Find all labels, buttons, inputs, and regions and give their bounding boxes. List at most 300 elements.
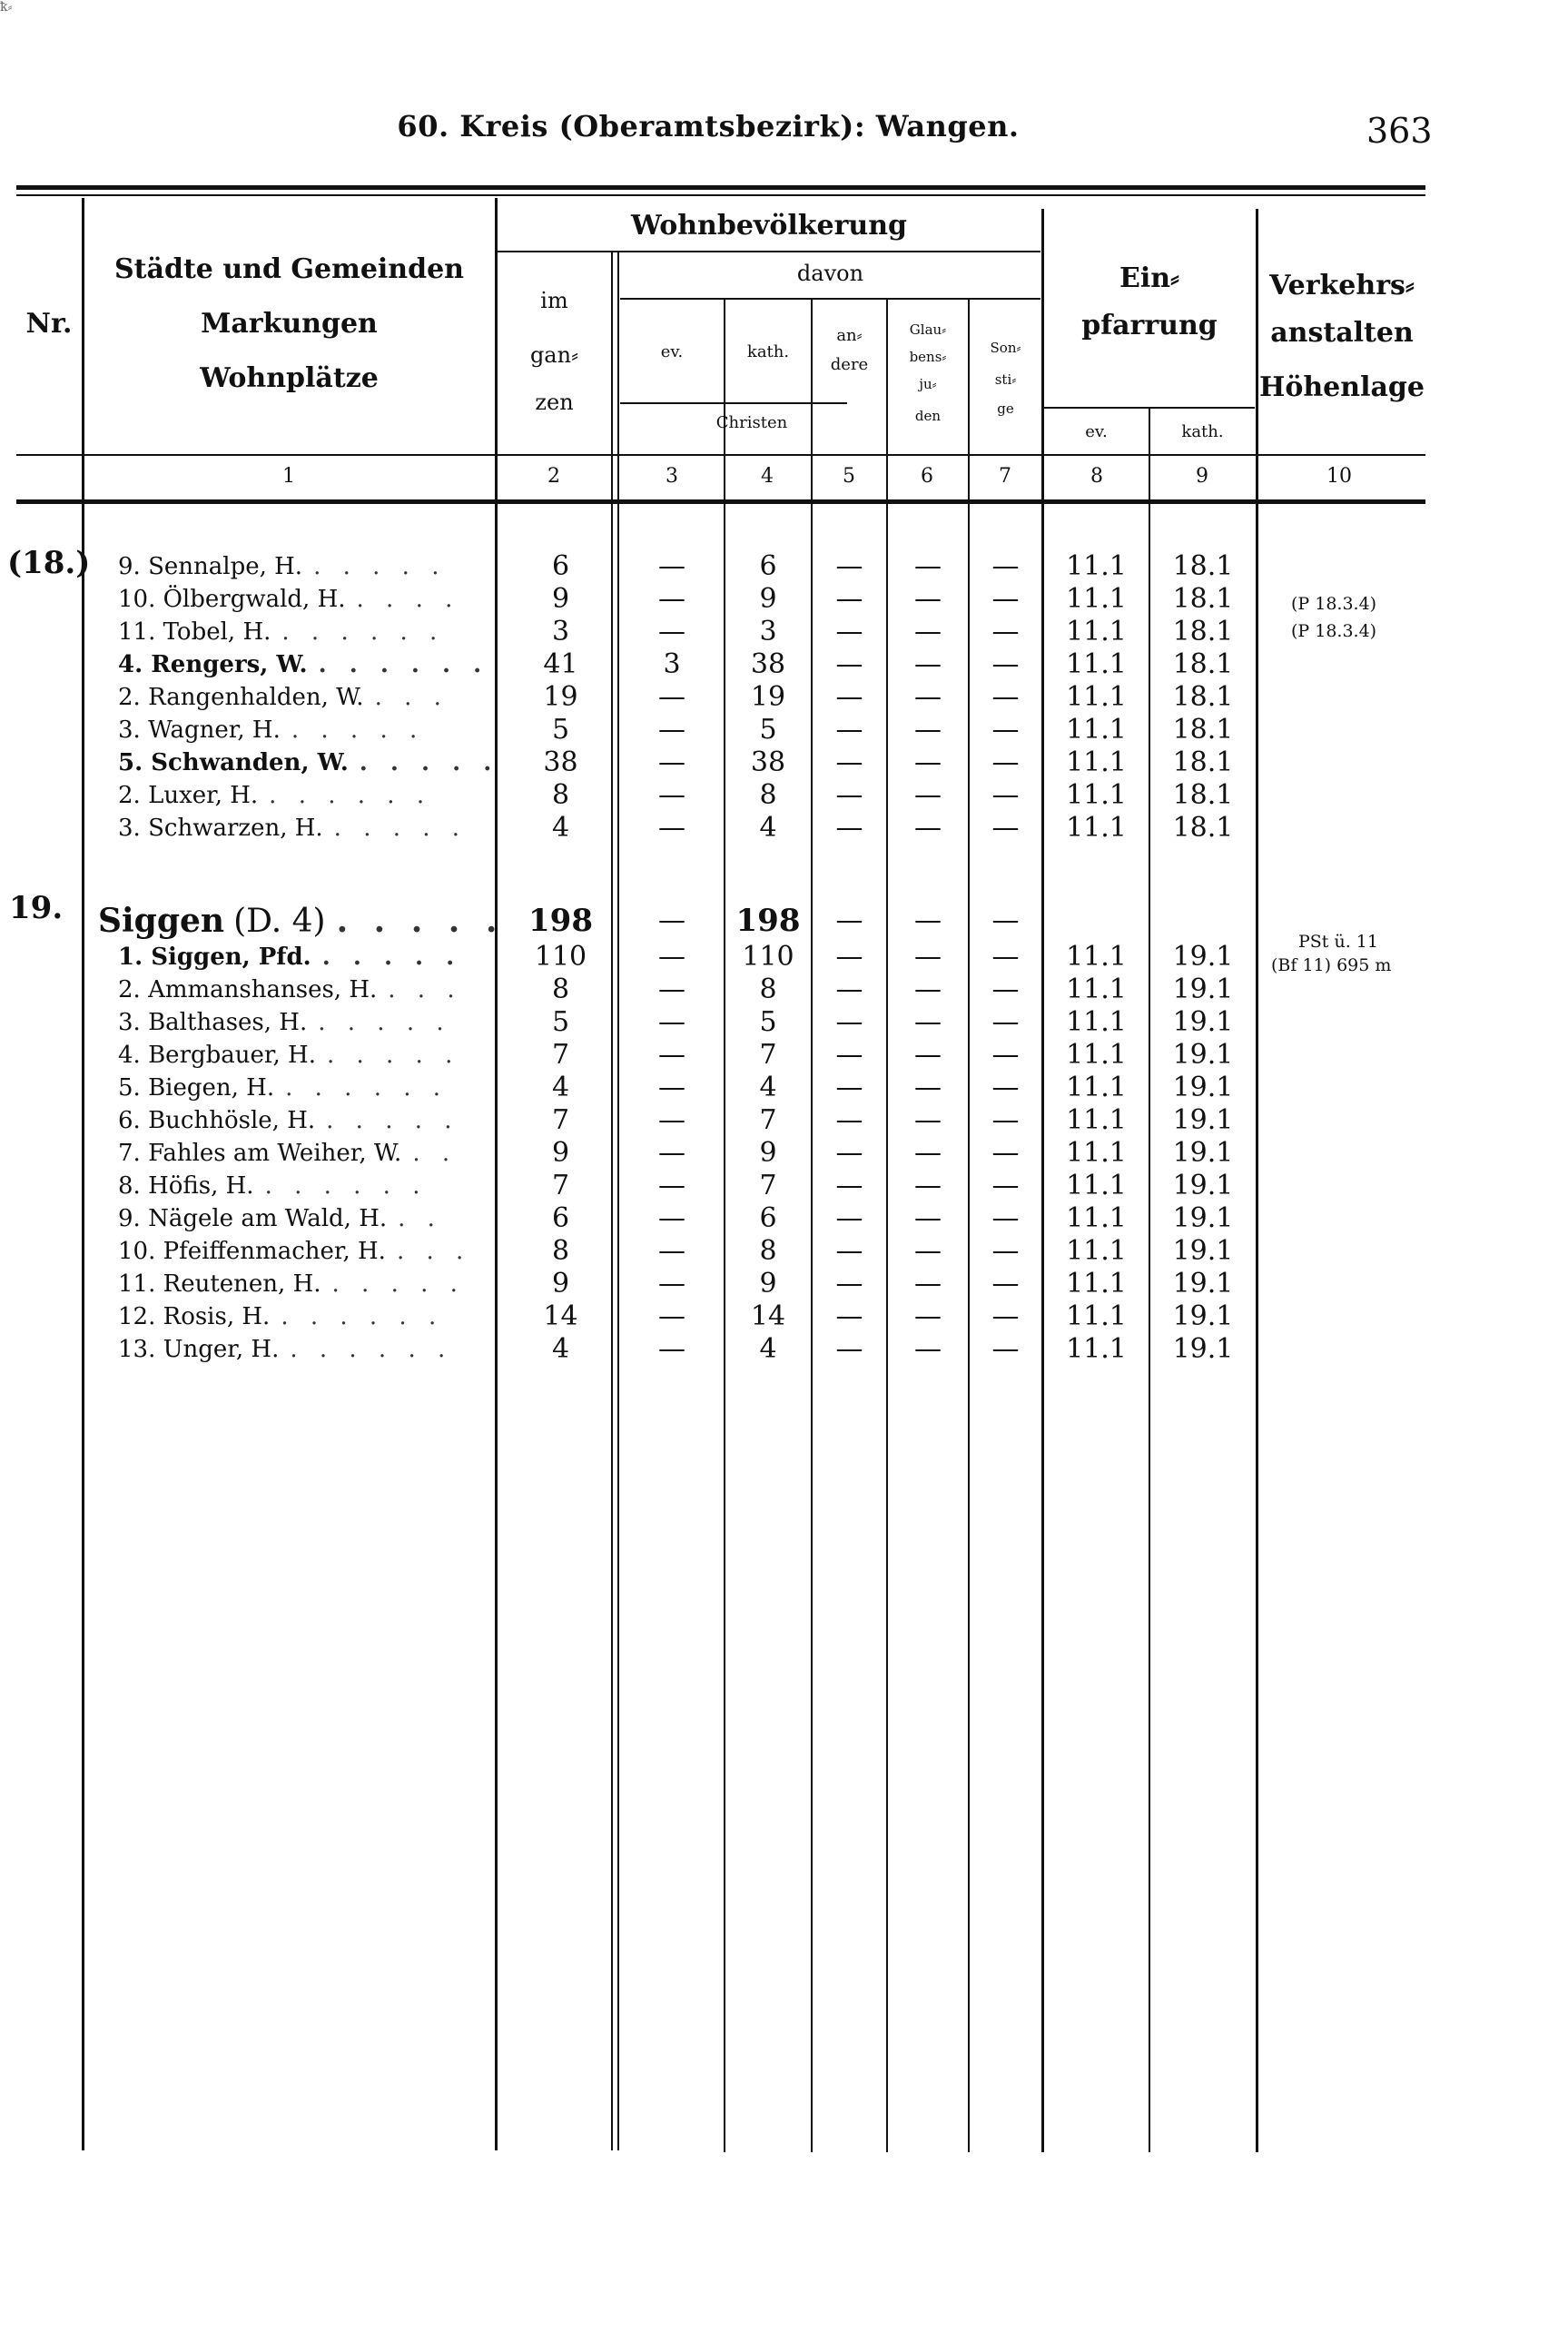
cell-ein_kath: 19.1 [1172, 1268, 1234, 1300]
row-name-text: 7. Fahles am Weiher, W. [118, 1140, 402, 1167]
cell-andere: — [835, 746, 863, 778]
cell-juden: — [914, 973, 942, 1005]
cell-kath: 9 [759, 1268, 777, 1300]
cell-ev: — [658, 1300, 685, 1332]
row-name [118, 1170, 499, 1202]
row-name [118, 1039, 499, 1072]
cell-andere: — [835, 1268, 863, 1300]
cell-ein_ev: 11.1 [1066, 779, 1127, 811]
cell-ein_kath: 19.1 [1172, 1104, 1234, 1136]
cell-kath: 9 [759, 583, 777, 615]
header-kath: kath. [746, 342, 790, 361]
cell-juden: — [914, 812, 942, 844]
cell-andere: — [835, 550, 863, 582]
rule-under-wohnbev [498, 251, 1040, 252]
cell-sonst: — [991, 1137, 1020, 1169]
cell-ein_kath: 19.1 [1172, 941, 1234, 973]
header-sonst-3: ge [997, 400, 1014, 417]
cell-ein_ev: 11.1 [1066, 812, 1127, 844]
row-name-text: 2. Rangenhalden, W. [118, 684, 364, 711]
cell-sonst: — [991, 616, 1020, 647]
cell-ev: — [658, 1104, 685, 1136]
cell-ev: — [658, 681, 685, 713]
header-verkehr-3: Höhenlage [1259, 371, 1425, 403]
colnum-3: 3 [666, 465, 678, 488]
row-leader-dots: . . [398, 1205, 442, 1232]
cell-ein_kath: 19.1 [1172, 1202, 1234, 1234]
row-leader-dots: . . . . [356, 586, 460, 613]
cell-andere: — [835, 648, 863, 680]
cell-andere: — [835, 941, 863, 973]
cell-juden: — [914, 941, 942, 973]
row-leader-dots: . . . . . [326, 1107, 459, 1134]
cell-ein_ev: 11.1 [1066, 616, 1127, 647]
cell-sonst: — [991, 1235, 1020, 1267]
cell-andere: — [835, 681, 863, 713]
cell-juden: — [914, 1202, 942, 1234]
cell-ein_ev: 11.1 [1066, 1268, 1127, 1300]
header-wohnbevoelkerung: Wohnbevölkerung [630, 210, 908, 242]
row-leader-dots: . . . . . . [318, 651, 489, 678]
cell-ein_ev: 11.1 [1066, 714, 1127, 746]
cell-kath: 8 [759, 1235, 777, 1267]
row-name [118, 941, 499, 973]
cell-andere: — [835, 714, 863, 746]
cell-kath: 19 [750, 681, 786, 713]
cell-juden: — [914, 550, 942, 582]
cell-kath: 3 [759, 616, 777, 647]
cell-andere: — [835, 1072, 863, 1103]
row-name [118, 681, 499, 714]
header-juden-3: ju⸗ [919, 376, 937, 392]
header-christen: Christen [715, 413, 788, 432]
cell-ev: 3 [663, 648, 681, 680]
row-name-text: 4. Bergbauer, H. [118, 1042, 316, 1069]
cell-ev: — [658, 1039, 685, 1071]
cell-ein_ev: 11.1 [1066, 1006, 1127, 1038]
cell-juden: — [914, 681, 942, 713]
row-name-text: 5. Biegen, H. [118, 1074, 275, 1102]
page-number: 363 [1366, 111, 1433, 151]
row-leader-dots: . . . . . [331, 1270, 465, 1298]
col-rule-total-b [617, 252, 619, 2150]
header-im-ganzen-2: gan⸗ [529, 342, 579, 368]
colnum-8: 8 [1090, 465, 1103, 488]
row-name-text: 6. Buchhösle, H. [118, 1107, 316, 1134]
cell-total: 4 [551, 1333, 570, 1365]
cell-sonst: — [991, 746, 1020, 778]
cell-ein_ev: 11.1 [1066, 1104, 1127, 1136]
cell-total: 198 [528, 903, 593, 939]
cell-kath: 5 [759, 714, 777, 746]
cell-ein_kath: 18.1 [1172, 550, 1234, 582]
cell-juden: — [914, 648, 942, 680]
row-name-text: 12. Rosis, H. [118, 1303, 271, 1330]
cell-ein_kath: 18.1 [1172, 583, 1234, 615]
colnum-4: 4 [761, 465, 774, 488]
cell-andere: — [835, 1137, 863, 1169]
cell-andere: — [835, 1039, 863, 1071]
cell-total: 7 [551, 1104, 570, 1136]
cell-total: 41 [543, 648, 578, 680]
row-name [118, 779, 499, 812]
cell-ev: — [658, 779, 685, 811]
row-leader-dots: . . . . . [333, 815, 468, 842]
row-leader-dots: . . . . . [291, 716, 425, 744]
cell-ein_kath: 19.1 [1172, 1072, 1234, 1103]
cell-ev: — [658, 1333, 685, 1365]
row-leader-dots: . . . . . . [281, 618, 445, 646]
cell-ein_ev: 11.1 [1066, 1300, 1127, 1332]
cell-ein_ev: 11.1 [1066, 550, 1127, 582]
cell-total: 4 [551, 1072, 570, 1103]
cell-kath: 14 [750, 1300, 786, 1332]
header-verkehr-1: Verkehrs⸗ [1269, 270, 1415, 301]
cell-kath: 4 [759, 1072, 777, 1103]
cell-ein_kath: 19.1 [1172, 1039, 1234, 1071]
top-rule-thick [16, 185, 1425, 190]
header-andere-1: an⸗ [836, 326, 863, 345]
header-ein-kath: kath. [1181, 422, 1224, 441]
row-name [118, 1006, 499, 1039]
row-leader-dots: . . . . . [321, 944, 462, 971]
row-leader-dots: . . . . . . [264, 1172, 428, 1200]
row-name [118, 648, 499, 681]
row-name-text: 13. Unger, H. [118, 1336, 280, 1363]
cell-ev: — [658, 714, 685, 746]
cell-total: 9 [551, 1268, 570, 1300]
header-im-ganzen-1: im [540, 288, 568, 313]
rule-under-colnums [16, 499, 1425, 504]
cell-ein_ev: 11.1 [1066, 1039, 1127, 1071]
row-leader-dots: . . . [396, 1238, 471, 1265]
cell-ev: — [658, 973, 685, 1005]
row-name-text: 10. Ölbergwald, H. [118, 586, 346, 613]
cell-juden: — [914, 616, 942, 647]
header-names-3: Wohnplätze [200, 362, 379, 394]
cell-juden: — [914, 1006, 942, 1038]
cell-andere: — [835, 583, 863, 615]
row-leader-dots: . . . . . [336, 902, 505, 940]
cell-ein_kath: 19.1 [1172, 1300, 1234, 1332]
cell-ein_kath: 19.1 [1172, 1235, 1234, 1267]
cell-ein_ev: 11.1 [1066, 1137, 1127, 1169]
cell-ein_kath: 18.1 [1172, 779, 1234, 811]
cell-andere: — [835, 1170, 863, 1201]
cell-ein_ev: 11.1 [1066, 941, 1127, 973]
header-davon: davon [796, 261, 864, 286]
cell-kath: 8 [759, 973, 777, 1005]
row-name-text: 3. Balthases, H. [118, 1009, 308, 1036]
cell-juden: — [914, 779, 942, 811]
rule-under-davon [620, 298, 1040, 300]
row-leader-dots: . . . . . . [285, 1074, 449, 1102]
corner-mark: ꝁ⸗ [0, 0, 13, 15]
cell-total: 19 [543, 681, 578, 713]
cell-juden: — [914, 1170, 942, 1201]
cell-sonst: — [991, 779, 1020, 811]
cell-kath: 110 [742, 941, 794, 973]
cell-total: 3 [551, 616, 570, 647]
cell-ein_kath: 18.1 [1172, 648, 1234, 680]
colnum-9: 9 [1196, 465, 1208, 488]
cell-ein_ev: 11.1 [1066, 973, 1127, 1005]
row-name-text: 8. Höfis, H. [118, 1172, 254, 1200]
row-name [118, 616, 499, 648]
rule-above-christen [620, 402, 847, 404]
cell-sonst: — [991, 973, 1020, 1005]
colnum-6: 6 [921, 465, 933, 488]
cell-andere: — [835, 904, 863, 936]
top-rule-thin [16, 194, 1425, 196]
cell-ev: — [658, 1137, 685, 1169]
cell-andere: — [835, 1333, 863, 1365]
cell-kath: 38 [750, 746, 786, 778]
cell-ev: — [658, 1268, 685, 1300]
row-leader-dots: . . [412, 1140, 458, 1167]
cell-juden: — [914, 1333, 942, 1365]
cell-ein_kath: 18.1 [1172, 616, 1234, 647]
row-name [118, 1104, 499, 1137]
cell-total: 9 [551, 583, 570, 615]
cell-ein_kath: 18.1 [1172, 812, 1234, 844]
cell-ev: — [658, 550, 685, 582]
row-name [118, 714, 499, 746]
cell-kath: 5 [759, 1006, 777, 1038]
cell-total: 8 [551, 1235, 570, 1267]
row-leader-dots: . . . . . [326, 1042, 460, 1069]
cell-sonst: — [991, 1268, 1020, 1300]
row-name-text: 10. Pfeiffenmacher, H. [118, 1238, 386, 1265]
row-name-text: 9. Sennalpe, H. [118, 553, 303, 580]
row-name-text: 4. Rengers, W. [118, 651, 308, 678]
note-p-2: (P 18.3.4) [1291, 621, 1377, 641]
cell-sonst: — [991, 681, 1020, 713]
row-name-text: 9. Nägele am Wald, H. [118, 1205, 388, 1232]
cell-ein_kath: 19.1 [1172, 973, 1234, 1005]
cell-andere: — [835, 1006, 863, 1038]
cell-ev: — [658, 904, 685, 936]
header-sonst-1: Son⸗ [990, 340, 1021, 356]
cell-kath: 7 [759, 1104, 777, 1136]
row-name [118, 1235, 499, 1268]
cell-sonst: — [991, 714, 1020, 746]
row-leader-dots: . . . . . . [281, 1303, 444, 1330]
cell-ev: — [658, 1006, 685, 1038]
cell-ein_kath: 18.1 [1172, 714, 1234, 746]
cell-andere: — [835, 1202, 863, 1234]
cell-kath: 7 [759, 1039, 777, 1071]
cell-total: 5 [551, 1006, 570, 1038]
header-andere-2: dere [830, 355, 869, 374]
cell-sonst: — [991, 812, 1020, 844]
rule-under-einpfarr [1044, 407, 1255, 409]
row-name-text: 2. Ammanshanses, H. [118, 976, 378, 1003]
cell-sonst: — [991, 550, 1020, 582]
cell-ein_ev: 11.1 [1066, 1072, 1127, 1103]
cell-total: 110 [534, 941, 587, 973]
colnum-7: 7 [999, 465, 1011, 488]
cell-sonst: — [991, 1202, 1020, 1234]
cell-juden: — [914, 1268, 942, 1300]
header-names-1: Städte und Gemeinden [114, 253, 464, 285]
group-nr-18: (18.) [7, 545, 91, 581]
cell-sonst: — [991, 941, 1020, 973]
row-name [118, 583, 499, 616]
row-name [118, 1072, 499, 1104]
cell-ein_kath: 19.1 [1172, 1170, 1234, 1201]
cell-sonst: — [991, 1104, 1020, 1136]
cell-kath: 7 [759, 1170, 777, 1201]
row-name-text: 11. Tobel, H. [118, 618, 271, 646]
row-name-text: 3. Schwarzen, H. [118, 815, 323, 842]
cell-andere: — [835, 1235, 863, 1267]
cell-andere: — [835, 779, 863, 811]
cell-ein_kath: 19.1 [1172, 1333, 1234, 1365]
cell-total: 8 [551, 973, 570, 1005]
cell-andere: — [835, 812, 863, 844]
row-name-text: 5. Schwanden, W. [118, 749, 349, 776]
cell-ein_kath: 18.1 [1172, 746, 1234, 778]
cell-kath: 4 [759, 1333, 777, 1365]
cell-juden: — [914, 1104, 942, 1136]
page-title: 60. Kreis (Oberamtsbezirk): Wangen. [397, 109, 1020, 143]
row-name [118, 973, 499, 1006]
row-name [118, 1137, 499, 1170]
cell-juden: — [914, 1039, 942, 1071]
cell-total: 14 [543, 1300, 578, 1332]
header-einpfarrung-2: pfarrung [1081, 310, 1218, 341]
cell-andere: — [835, 616, 863, 647]
cell-total: 7 [551, 1039, 570, 1071]
row-leader-dots: . . . [374, 684, 449, 711]
cell-ein_kath: 19.1 [1172, 1137, 1234, 1169]
cell-juden: — [914, 1235, 942, 1267]
row-leader-dots: . . . . . [313, 553, 447, 580]
cell-total: 5 [551, 714, 570, 746]
cell-sonst: — [991, 1006, 1020, 1038]
cell-total: 6 [551, 550, 570, 582]
cell-total: 38 [543, 746, 578, 778]
row-leader-dots: . . . . . [359, 749, 499, 776]
cell-ein_ev: 11.1 [1066, 1202, 1127, 1234]
colnum-2: 2 [547, 465, 560, 488]
cell-sonst: — [991, 1039, 1020, 1071]
cell-ev: — [658, 1235, 685, 1267]
cell-total: 4 [551, 812, 570, 844]
row-leader-dots: . . . . . . [290, 1336, 453, 1363]
row-name [118, 812, 499, 845]
cell-total: 7 [551, 1170, 570, 1201]
header-juden-1: Glau⸗ [909, 321, 947, 338]
cell-total: 9 [551, 1137, 570, 1169]
header-juden-2: bens⸗ [909, 349, 947, 365]
cell-ein_ev: 11.1 [1066, 746, 1127, 778]
cell-juden: — [914, 583, 942, 615]
row-name [118, 550, 499, 583]
row-name [118, 746, 499, 779]
cell-sonst: — [991, 648, 1020, 680]
row-name [118, 1268, 499, 1300]
row-name-suffix: (D. 4) [233, 903, 326, 940]
header-juden-4: den [914, 408, 942, 424]
cell-ein_ev: 11.1 [1066, 583, 1127, 615]
cell-ein_kath: 19.1 [1172, 1006, 1234, 1038]
cell-juden: — [914, 1300, 942, 1332]
header-verkehr-2: anstalten [1270, 317, 1414, 349]
cell-sonst: — [991, 1072, 1020, 1103]
header-im-ganzen-3: zen [535, 390, 574, 415]
row-leader-dots: . . . [388, 976, 462, 1003]
header-ev: ev. [660, 342, 684, 361]
header-ein-ev: ev. [1085, 422, 1108, 441]
colnum-5: 5 [843, 465, 855, 488]
cell-kath: 8 [759, 779, 777, 811]
colnum-1: 1 [282, 465, 295, 488]
cell-kath: 6 [759, 550, 777, 582]
cell-ev: — [658, 812, 685, 844]
cell-kath: 6 [759, 1202, 777, 1234]
row-name [118, 1300, 499, 1333]
header-names-2: Markungen [201, 308, 378, 340]
cell-andere: — [835, 1104, 863, 1136]
note-pst: PSt ü. 11 [1298, 932, 1378, 952]
cell-juden: — [914, 714, 942, 746]
row-name-text: 3. Wagner, H. [118, 716, 281, 744]
cell-kath: 198 [735, 903, 801, 939]
header-sonst-2: sti⸗ [994, 371, 1017, 388]
cell-ein_ev: 11.1 [1066, 681, 1127, 713]
cell-sonst: — [991, 1300, 1020, 1332]
row-leader-dots: . . . . . [318, 1009, 451, 1036]
note-bf-hoehe: (Bf 11) 695 m [1271, 955, 1392, 975]
cell-andere: — [835, 1300, 863, 1332]
row-leader-dots: . . . . . . [269, 782, 432, 809]
cell-sonst: — [991, 583, 1020, 615]
cell-juden: — [914, 904, 942, 936]
cell-ev: — [658, 746, 685, 778]
row-name-text: 2. Luxer, H. [118, 782, 259, 809]
cell-ev: — [658, 941, 685, 973]
cell-juden: — [914, 1137, 942, 1169]
cell-ev: — [658, 583, 685, 615]
note-p-1: (P 18.3.4) [1291, 594, 1377, 614]
cell-ein_ev: 11.1 [1066, 648, 1127, 680]
row-name [98, 899, 505, 943]
cell-ev: — [658, 1072, 685, 1103]
cell-sonst: — [991, 904, 1020, 936]
row-name-text: 11. Reutenen, H. [118, 1270, 321, 1298]
group-nr-19: 19. [9, 890, 64, 926]
cell-kath: 9 [759, 1137, 777, 1169]
cell-ev: — [658, 1202, 685, 1234]
row-name-text: Siggen [98, 902, 225, 940]
cell-total: 6 [551, 1202, 570, 1234]
cell-ev: — [658, 616, 685, 647]
cell-juden: — [914, 1072, 942, 1103]
cell-juden: — [914, 746, 942, 778]
cell-ein_kath: 18.1 [1172, 681, 1234, 713]
header-nr: Nr. [25, 308, 73, 340]
cell-kath: 38 [750, 648, 786, 680]
col-rule-nr [82, 198, 84, 2150]
row-name [118, 1202, 499, 1235]
cell-ein_ev: 11.1 [1066, 1170, 1127, 1201]
cell-ein_ev: 11.1 [1066, 1333, 1127, 1365]
cell-sonst: — [991, 1170, 1020, 1201]
cell-ev: — [658, 1170, 685, 1201]
cell-ein_ev: 11.1 [1066, 1235, 1127, 1267]
